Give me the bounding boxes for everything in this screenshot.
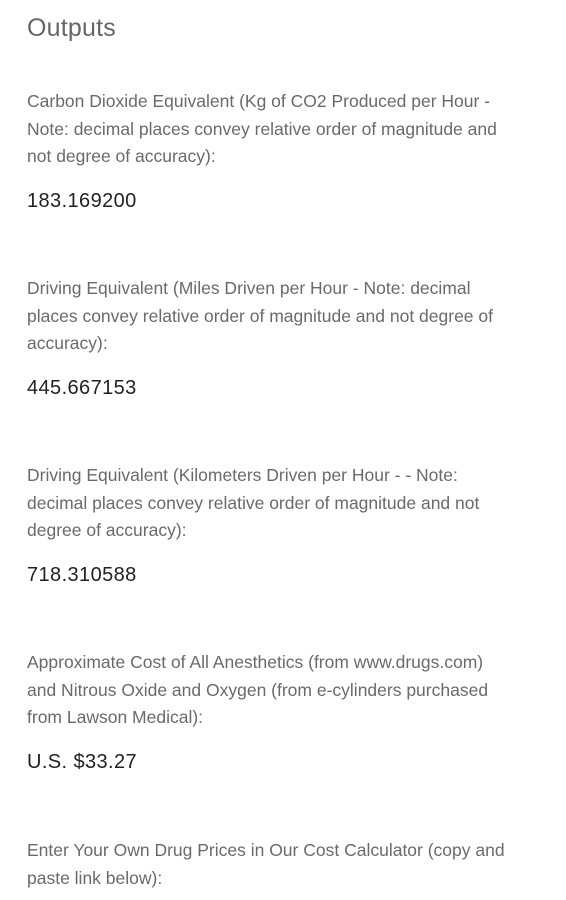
cost-calculator-label: Enter Your Own Drug Prices in Our Cost Calculator (copy and paste link below): [27,840,505,888]
miles-driven-label: Driving Equivalent (Miles Driven per Hour - Note: decimal places convey relative order of magnitude and not degree of accuracy): [27,278,493,353]
section-title: Outputs [27,14,116,42]
kilometers-driven-output [27,462,517,587]
miles-driven-value: 445.667153 [27,376,137,399]
anesthetics-cost-output [27,649,517,774]
miles-driven-output [27,275,517,400]
co2-equivalent-value: 183.169200 [27,189,137,212]
cost-calculator-prompt [27,837,517,892]
kilometers-driven-label: Driving Equivalent (Kilometers Driven per Hour - - Note: decimal places convey relative order of magnitude and not degree of accuracy): [27,465,480,540]
co2-equivalent-output [27,88,517,213]
kilometers-driven-value: 718.310588 [27,563,137,586]
anesthetics-cost-value: U.S. $33.27 [27,750,138,773]
anesthetics-cost-label: Approximate Cost of All Anesthetics (from www.drugs.com) and Nitrous Oxide and Oxygen (from e-cylinders purchased from Lawson Medical): [27,652,489,727]
co2-equivalent-label: Carbon Dioxide Equivalent (Kg of CO2 Produced per Hour - Note: decimal places convey relative order of magnitude and not degree of accuracy): [27,91,497,166]
